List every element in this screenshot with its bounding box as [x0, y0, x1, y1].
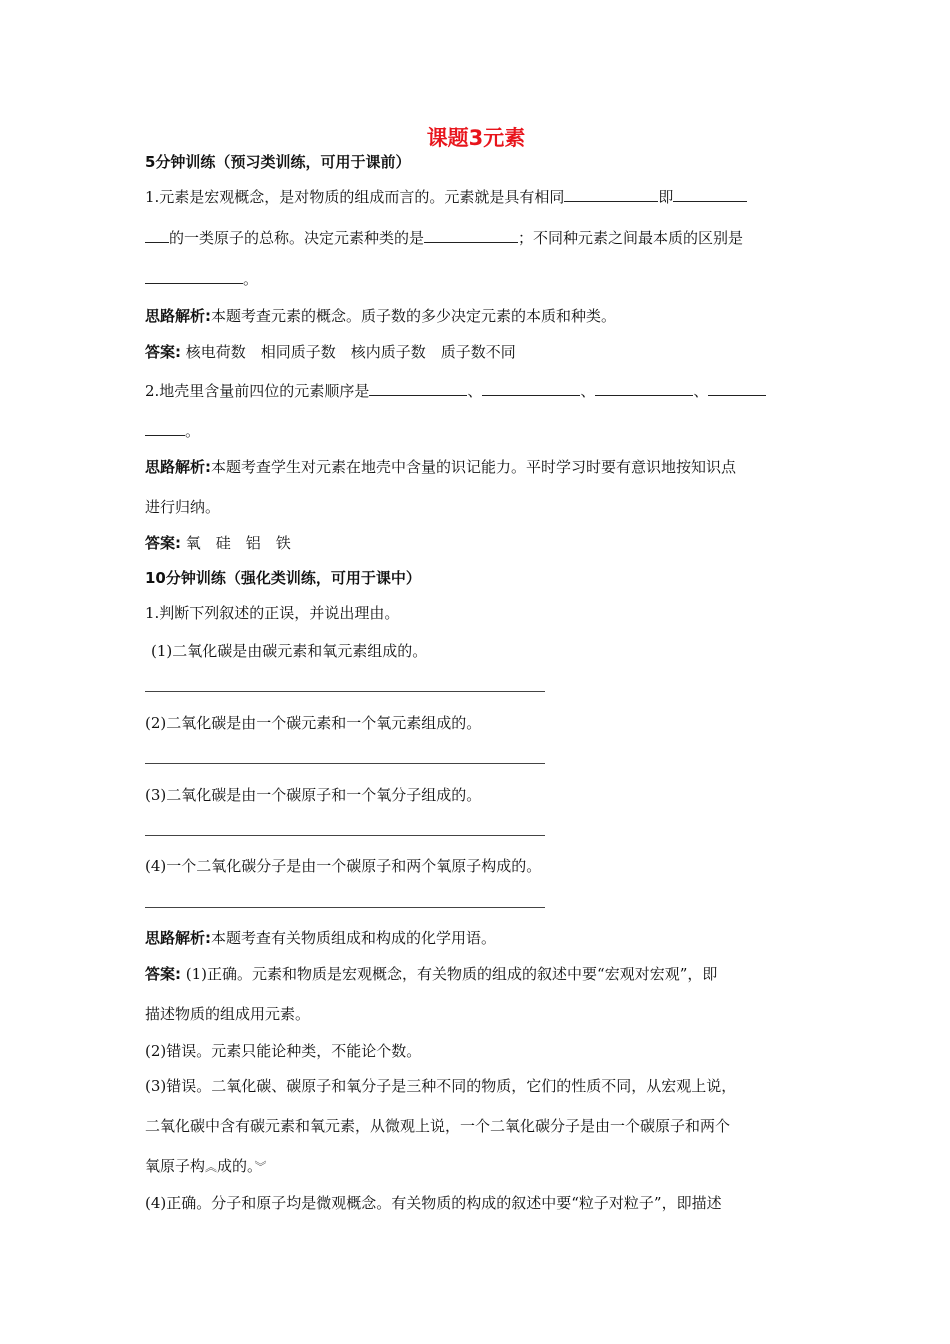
answer-text: (1)正确。元素和物质是宏观概念，有关物质的组成的叙述中要“宏观对宏观”，即 [185, 965, 718, 983]
q3-answer-3: (2)错误。元素只能论种类，不能论个数。 [145, 1042, 422, 1060]
analysis-text: 本题考查元素的概念。质子数的多少决定元素的本质和种类。 [211, 307, 617, 325]
answer-line [145, 907, 545, 908]
answer-line [145, 691, 545, 692]
punctuation: 。 [185, 422, 201, 440]
chevron-down-icon: ︾ [254, 1160, 267, 1174]
q3-item-2: (2)二氧化碳是由一个碳元素和一个氧元素组成的。 [145, 714, 482, 732]
q3-item-3: (3)二氧化碳是由一个碳原子和一个氧分子组成的。 [145, 786, 482, 804]
punctuation: 。 [243, 270, 259, 288]
q2-analysis-cont: 进行归纳。 [145, 498, 221, 516]
analysis-label: 思路解析: [145, 929, 211, 947]
answer-blank [708, 381, 766, 396]
q2-line2 [145, 421, 807, 441]
answer-text: 成的。 [217, 1157, 255, 1175]
answer-label: 答案: [145, 965, 181, 983]
separator: 、 [580, 382, 596, 400]
answer-blank [145, 228, 169, 243]
answer-label: 答案: [145, 343, 181, 361]
answer-blank [424, 228, 518, 243]
analysis-label: 思路解析: [145, 458, 211, 476]
analysis-text: 本题考查有关物质组成和构成的化学用语。 [211, 929, 497, 947]
q1-answer [145, 342, 807, 362]
q3-answer-6 [145, 1156, 807, 1177]
separator: 、 [467, 382, 483, 400]
section-heading-10min: 10分钟训练（强化类训练，可用于课中） [145, 569, 421, 587]
answer-blank [673, 187, 747, 202]
q3-item-4: (4)一个二氧化碳分子是由一个碳原子和两个氧原子构成的。 [145, 857, 542, 875]
q1-analysis [145, 306, 807, 326]
q1-line1 [145, 187, 807, 207]
q1-text: ；不同种元素之间最本质的区别是 [518, 229, 744, 247]
q1-text: 即 [658, 188, 674, 206]
answer-label: 答案: [145, 534, 181, 552]
answer-text: 氧 硅 铝 铁 [185, 534, 291, 552]
answer-blank [595, 381, 693, 396]
q1-text: 的一类原子的总称。决定元素种类的是 [169, 229, 425, 247]
answer-line [145, 763, 545, 764]
answer-blank [145, 421, 185, 436]
q2-answer [145, 533, 807, 553]
q1-text: 1.元素是宏观概念，是对物质的组成而言的。元素就是具有相同 [145, 188, 565, 206]
analysis-text: 本题考查学生对元素在地壳中含量的识记能力。平时学习时要有意识地按知识点 [211, 458, 737, 476]
answer-line [145, 835, 545, 836]
q3-answer-5: 二氧化碳中含有碳元素和氧元素，从微观上说，一个二氧化碳分子是由一个碳原子和两个 [145, 1117, 731, 1135]
q3-answer-2: 描述物质的组成用元素。 [145, 1005, 311, 1023]
q3-answer-4: (3)错误。二氧化碳、碳原子和氧分子是三种不同的物质，它们的性质不同，从宏观上说， [145, 1077, 737, 1095]
q3-intro: 1.判断下列叙述的正误，并说出理由。 [145, 604, 400, 622]
q2-analysis [145, 457, 807, 477]
answer-blank [145, 269, 243, 284]
q1-line2 [145, 228, 807, 248]
answer-blank [564, 187, 658, 202]
q1-line3 [145, 269, 807, 289]
analysis-label: 思路解析: [145, 307, 211, 325]
answer-text: 氧原子构 [145, 1157, 206, 1175]
q3-analysis [145, 928, 807, 948]
q3-item-1: (1)二氧化碳是由碳元素和氧元素组成的。 [151, 642, 428, 660]
section-heading-5min: 5分钟训练（预习类训练，可用于课前） [145, 153, 411, 171]
chevron-up-icon: ︽ [205, 1160, 218, 1174]
q2-text: 2.地壳里含量前四位的元素顺序是 [145, 382, 370, 400]
answer-blank [369, 381, 467, 396]
answer-blank [482, 381, 580, 396]
separator: 、 [693, 382, 709, 400]
q3-answer-1 [145, 964, 807, 984]
page-title: 课题3元素 [426, 126, 526, 150]
answer-text: 核电荷数 相同质子数 核内质子数 质子数不同 [185, 343, 516, 361]
q3-answer-7: (4)正确。分子和原子均是微观概念。有关物质的构成的叙述中要“粒子对粒子”，即描述 [145, 1194, 722, 1212]
q2-line1 [145, 381, 807, 401]
